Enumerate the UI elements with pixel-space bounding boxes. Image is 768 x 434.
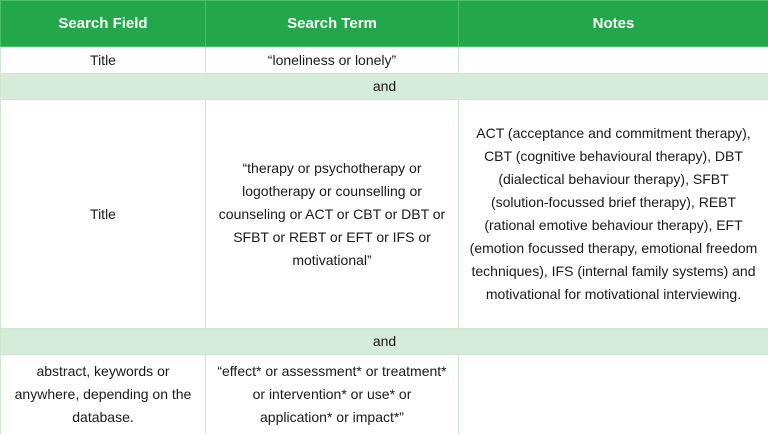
connector-row bbox=[1, 329, 768, 355]
table-row bbox=[1, 355, 768, 434]
notes-cell: ACT (acceptance and commitment therapy), CBT (cognitive behavioural therapy), DBT (dialectical behaviour therapy), SFBT (solution-focussed brief therapy), REBT (rational emotive behaviour therapy), EFT (emotion focussed therapy, emotional freedom techniques), IFS (internal family systems) and motivational for motivational interviewing. bbox=[459, 100, 768, 329]
table-row bbox=[1, 100, 768, 329]
search-field-cell: Title bbox=[1, 100, 206, 329]
connector-and: and bbox=[1, 329, 768, 355]
connector-and: and bbox=[1, 74, 768, 100]
header-search-field: Search Field bbox=[1, 1, 206, 47]
search-term-cell: “effect* or assessment* or treatment* or intervention* or use* or application* or impact*” bbox=[206, 355, 459, 434]
search-field-cell: Title bbox=[1, 47, 206, 74]
connector-row bbox=[1, 74, 768, 100]
search-term-cell: “loneliness or lonely” bbox=[206, 47, 459, 74]
notes-cell bbox=[459, 47, 768, 74]
notes-cell bbox=[459, 355, 768, 434]
search-field-cell: abstract, keywords or anywhere, depending on the database. bbox=[1, 355, 206, 434]
search-term-cell: “therapy or psychotherapy or logotherapy or counselling or counseling or ACT or CBT or DBT or SFBT or REBT or EFT or IFS or motivational” bbox=[206, 100, 459, 329]
header-row bbox=[1, 1, 768, 47]
header-notes: Notes bbox=[459, 1, 768, 47]
table-row bbox=[1, 47, 768, 74]
header-search-term: Search Term bbox=[206, 1, 459, 47]
